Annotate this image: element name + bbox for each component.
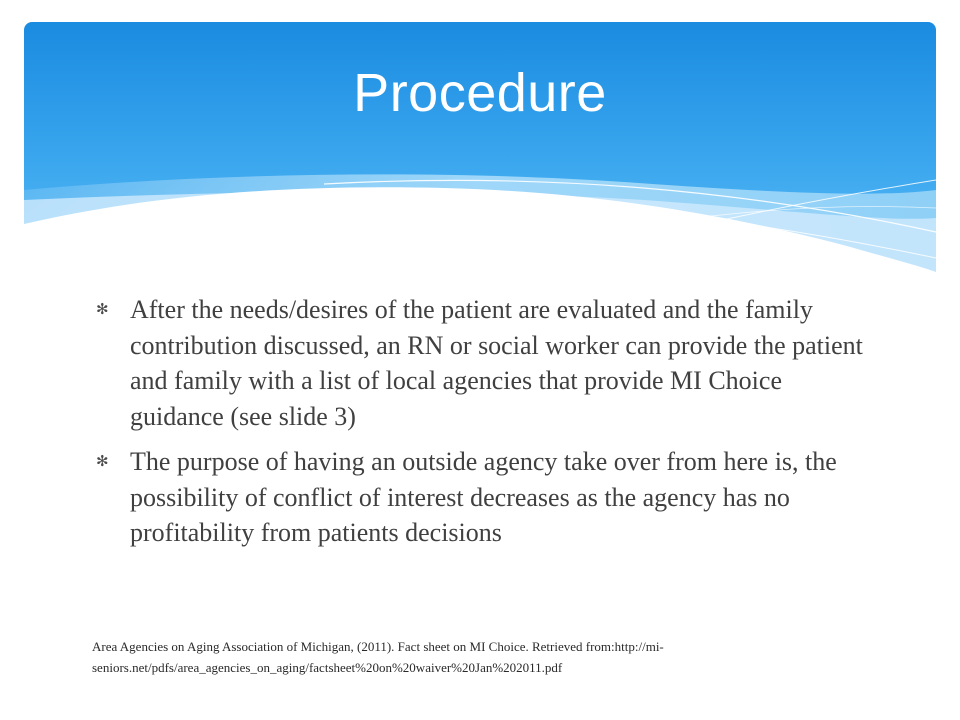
citation: Area Agencies on Aging Association of Michigan, (2011). Fact sheet on MI Choice. Retrieved from:http://mi-seniors.net/pdfs/area_agencies_on_aging/factsheet%20on%20waiver%20Jan%202011.pdf (92, 639, 664, 675)
banner-wave-graphic (24, 22, 936, 272)
list-item (96, 444, 866, 551)
bullet-text: The purpose of having an outside agency take over from here is, the possibility of conflict of interest decreases as the agency has no profitability from patients decisions (130, 447, 837, 547)
asterisk-icon: ✻ (96, 300, 109, 318)
bullet-text: After the needs/desires of the patient are evaluated and the family contribution discussed, an RN or social worker can provide the patient and family with a list of local agencies that provide MI Choice guidance (see slide 3) (130, 295, 863, 431)
list-item (96, 292, 866, 434)
page-title: Procedure (353, 63, 607, 123)
title-banner (24, 22, 936, 272)
bullet-list (96, 292, 866, 561)
asterisk-icon: ✻ (96, 452, 109, 470)
